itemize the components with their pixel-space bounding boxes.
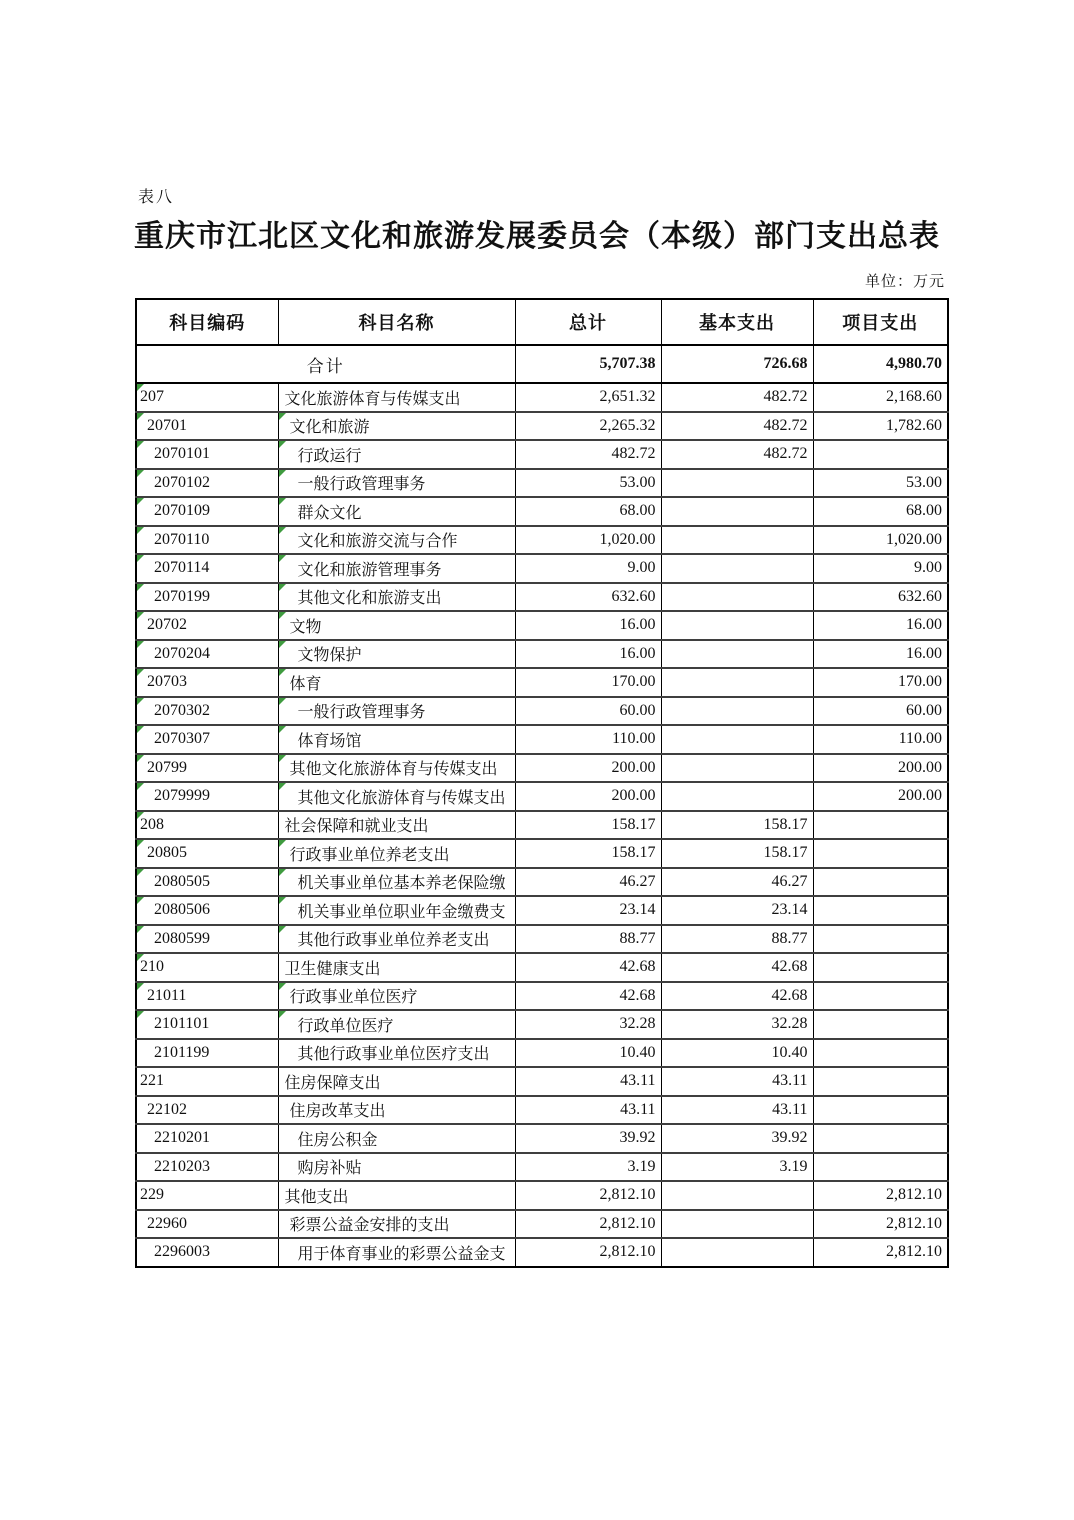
subject-name-cell: 其他行政事业单位医疗支出 (278, 1039, 515, 1068)
subject-name-cell: 购房补贴 (278, 1153, 515, 1182)
subject-name-cell: 一般行政管理事务 (278, 469, 515, 498)
total-value-cell: 632.60 (515, 583, 661, 612)
basic-expenditure-cell (661, 697, 813, 726)
total-value-cell: 10.40 (515, 1039, 661, 1068)
total-value-cell: 158.17 (515, 811, 661, 840)
subject-code-cell: 2070302 (136, 697, 278, 726)
total-value-cell: 42.68 (515, 982, 661, 1011)
basic-expenditure-cell: 42.68 (661, 953, 813, 982)
project-expenditure-cell (813, 982, 948, 1011)
excel-error-flag-icon (137, 527, 144, 534)
project-expenditure-cell (813, 1010, 948, 1039)
subject-code-cell: 2080506 (136, 896, 278, 925)
subject-name-cell: 行政运行 (278, 440, 515, 469)
subject-code-cell: 2080505 (136, 868, 278, 897)
table-row (136, 754, 948, 783)
subject-code-cell: 2070204 (136, 640, 278, 669)
table-row (136, 469, 948, 498)
table-row (136, 1067, 948, 1096)
grand-total-basic-value: 726.68 (661, 345, 813, 383)
project-expenditure-cell: 1,020.00 (813, 526, 948, 555)
project-expenditure-cell: 170.00 (813, 668, 948, 697)
subject-name-cell: 文物 (278, 611, 515, 640)
basic-expenditure-cell: 482.72 (661, 412, 813, 441)
total-value-cell: 110.00 (515, 725, 661, 754)
subject-code-cell: 2210203 (136, 1153, 278, 1182)
subject-code-cell: 2070102 (136, 469, 278, 498)
total-value-cell: 60.00 (515, 697, 661, 726)
excel-error-flag-icon (279, 698, 286, 705)
subject-name-cell: 行政事业单位医疗 (278, 982, 515, 1011)
table-body (136, 345, 948, 1267)
excel-error-flag-icon (279, 869, 286, 876)
excel-error-flag-icon (137, 413, 144, 420)
subject-name-cell: 文化和旅游交流与合作 (278, 526, 515, 555)
subject-name-cell: 行政单位医疗 (278, 1010, 515, 1039)
subject-name-cell: 卫生健康支出 (278, 953, 515, 982)
total-value-cell: 3.19 (515, 1153, 661, 1182)
table-row (136, 925, 948, 954)
basic-expenditure-cell (661, 640, 813, 669)
total-value-cell: 482.72 (515, 440, 661, 469)
project-expenditure-cell: 200.00 (813, 782, 948, 811)
subject-code-cell: 2070101 (136, 440, 278, 469)
basic-expenditure-cell: 158.17 (661, 811, 813, 840)
table-row (136, 668, 948, 697)
project-expenditure-cell: 53.00 (813, 469, 948, 498)
col-header-subject-code: 科目编码 (136, 299, 278, 345)
basic-expenditure-cell: 482.72 (661, 383, 813, 412)
subject-code-cell: 20702 (136, 611, 278, 640)
subject-code-cell: 2079999 (136, 782, 278, 811)
excel-error-flag-icon (137, 983, 144, 990)
subject-code-cell: 2210201 (136, 1124, 278, 1153)
subject-name-cell: 体育场馆 (278, 725, 515, 754)
excel-error-flag-icon (137, 869, 144, 876)
table-row (136, 1124, 948, 1153)
total-value-cell: 2,651.32 (515, 383, 661, 412)
table-row (136, 611, 948, 640)
total-value-cell: 32.28 (515, 1010, 661, 1039)
excel-error-flag-icon (279, 983, 286, 990)
excel-error-flag-icon (279, 897, 286, 904)
subject-name-cell: 文化和旅游管理事务 (278, 554, 515, 583)
subject-name-cell: 用于体育事业的彩票公益金支 (278, 1238, 515, 1267)
page-title: 重庆市江北区文化和旅游发展委员会（本级）部门支出总表 (134, 220, 940, 253)
excel-error-flag-icon (279, 498, 286, 505)
subject-name-cell: 行政事业单位养老支出 (278, 839, 515, 868)
subject-code-cell: 20799 (136, 754, 278, 783)
basic-expenditure-cell: 43.11 (661, 1067, 813, 1096)
excel-error-flag-icon (279, 441, 286, 448)
excel-error-flag-icon (279, 669, 286, 676)
excel-error-flag-icon (137, 755, 144, 762)
subject-name-cell: 彩票公益金安排的支出 (278, 1210, 515, 1239)
total-value-cell: 16.00 (515, 640, 661, 669)
subject-code-cell: 221 (136, 1067, 278, 1096)
project-expenditure-cell: 2,812.10 (813, 1181, 948, 1210)
total-value-cell: 2,812.10 (515, 1181, 661, 1210)
table-row (136, 640, 948, 669)
excel-error-flag-icon (137, 441, 144, 448)
total-value-cell: 43.11 (515, 1067, 661, 1096)
excel-error-flag-icon (137, 669, 144, 676)
table-row (136, 1010, 948, 1039)
total-value-cell: 9.00 (515, 554, 661, 583)
subject-name-cell: 其他文化和旅游支出 (278, 583, 515, 612)
excel-error-flag-icon (137, 1011, 144, 1018)
total-value-cell: 39.92 (515, 1124, 661, 1153)
subject-code-cell: 2070114 (136, 554, 278, 583)
total-value-cell: 2,812.10 (515, 1238, 661, 1267)
excel-error-flag-icon (137, 612, 144, 619)
total-value-cell: 43.11 (515, 1096, 661, 1125)
excel-error-flag-icon (279, 641, 286, 648)
project-expenditure-cell: 200.00 (813, 754, 948, 783)
project-expenditure-cell: 16.00 (813, 640, 948, 669)
subject-code-cell: 2296003 (136, 1238, 278, 1267)
subject-code-cell: 2070110 (136, 526, 278, 555)
project-expenditure-cell: 110.00 (813, 725, 948, 754)
basic-expenditure-cell: 39.92 (661, 1124, 813, 1153)
table-row (136, 697, 948, 726)
subject-name-cell: 群众文化 (278, 497, 515, 526)
basic-expenditure-cell: 158.17 (661, 839, 813, 868)
excel-error-flag-icon (137, 726, 144, 733)
excel-error-flag-icon (137, 812, 144, 819)
total-value-cell: 23.14 (515, 896, 661, 925)
subject-name-cell: 机关事业单位职业年金缴费支 (278, 896, 515, 925)
excel-error-flag-icon (279, 755, 286, 762)
basic-expenditure-cell (661, 1210, 813, 1239)
basic-expenditure-cell: 43.11 (661, 1096, 813, 1125)
project-expenditure-cell: 2,168.60 (813, 383, 948, 412)
subject-code-cell: 2070109 (136, 497, 278, 526)
excel-error-flag-icon (279, 413, 286, 420)
project-expenditure-cell: 2,812.10 (813, 1238, 948, 1267)
project-expenditure-cell: 2,812.10 (813, 1210, 948, 1239)
basic-expenditure-cell: 23.14 (661, 896, 813, 925)
subject-name-cell: 其他文化旅游体育与传媒支出 (278, 754, 515, 783)
table-row (136, 1181, 948, 1210)
table-row (136, 1039, 948, 1068)
basic-expenditure-cell (661, 725, 813, 754)
col-header-basic-expenditure: 基本支出 (661, 299, 813, 345)
total-value-cell: 158.17 (515, 839, 661, 868)
basic-expenditure-cell (661, 668, 813, 697)
excel-error-flag-icon (137, 384, 144, 391)
excel-error-flag-icon (279, 612, 286, 619)
subject-name-cell: 住房公积金 (278, 1124, 515, 1153)
excel-error-flag-icon (279, 555, 286, 562)
excel-error-flag-icon (137, 641, 144, 648)
excel-error-flag-icon (279, 527, 286, 534)
table-row (136, 412, 948, 441)
excel-error-flag-icon (137, 954, 144, 961)
basic-expenditure-cell: 88.77 (661, 925, 813, 954)
subject-name-cell: 体育 (278, 668, 515, 697)
subject-code-cell: 22960 (136, 1210, 278, 1239)
project-expenditure-cell (813, 811, 948, 840)
table-row (136, 1210, 948, 1239)
excel-error-flag-icon (279, 584, 286, 591)
subject-name-cell: 机关事业单位基本养老保险缴 (278, 868, 515, 897)
project-expenditure-cell (813, 440, 948, 469)
table-row (136, 383, 948, 412)
table-row (136, 953, 948, 982)
table-row (136, 896, 948, 925)
excel-error-flag-icon (137, 897, 144, 904)
table-row (136, 811, 948, 840)
col-header-total: 总计 (515, 299, 661, 345)
subject-code-cell: 208 (136, 811, 278, 840)
total-value-cell: 200.00 (515, 754, 661, 783)
project-expenditure-cell: 632.60 (813, 583, 948, 612)
basic-expenditure-cell (661, 554, 813, 583)
table-number-label: 表八 (138, 189, 175, 206)
basic-expenditure-cell: 10.40 (661, 1039, 813, 1068)
excel-error-flag-icon (279, 840, 286, 847)
basic-expenditure-cell (661, 469, 813, 498)
total-value-cell: 16.00 (515, 611, 661, 640)
total-value-cell: 42.68 (515, 953, 661, 982)
project-expenditure-cell (813, 839, 948, 868)
total-value-cell: 53.00 (515, 469, 661, 498)
subject-name-cell: 社会保障和就业支出 (278, 811, 515, 840)
excel-error-flag-icon (279, 783, 286, 790)
basic-expenditure-cell (661, 497, 813, 526)
project-expenditure-cell (813, 1039, 948, 1068)
subject-code-cell: 2070307 (136, 725, 278, 754)
basic-expenditure-cell: 32.28 (661, 1010, 813, 1039)
excel-error-flag-icon (279, 470, 286, 477)
subject-code-cell: 207 (136, 383, 278, 412)
excel-error-flag-icon (279, 726, 286, 733)
total-value-cell: 46.27 (515, 868, 661, 897)
subject-name-cell: 文化和旅游 (278, 412, 515, 441)
basic-expenditure-cell (661, 583, 813, 612)
table-row (136, 1238, 948, 1267)
excel-error-flag-icon (137, 840, 144, 847)
project-expenditure-cell (813, 925, 948, 954)
subject-name-cell: 住房改革支出 (278, 1096, 515, 1125)
basic-expenditure-cell: 482.72 (661, 440, 813, 469)
grand-total-label: 合计 (136, 345, 515, 383)
excel-error-flag-icon (137, 555, 144, 562)
grand-total-value: 5,707.38 (515, 345, 661, 383)
excel-error-flag-icon (137, 783, 144, 790)
grand-total-project-value: 4,980.70 (813, 345, 948, 383)
total-value-cell: 1,020.00 (515, 526, 661, 555)
project-expenditure-cell (813, 1067, 948, 1096)
table-row (136, 725, 948, 754)
basic-expenditure-cell (661, 782, 813, 811)
total-value-cell: 88.77 (515, 925, 661, 954)
unit-note: 单位：万元 (864, 274, 945, 290)
subject-name-cell: 其他文化旅游体育与传媒支出 (278, 782, 515, 811)
project-expenditure-cell: 16.00 (813, 611, 948, 640)
subject-name-cell: 一般行政管理事务 (278, 697, 515, 726)
subject-code-cell: 2101101 (136, 1010, 278, 1039)
project-expenditure-cell (813, 1153, 948, 1182)
subject-code-cell: 21011 (136, 982, 278, 1011)
table-row (136, 583, 948, 612)
grand-total-row (136, 345, 948, 383)
project-expenditure-cell (813, 868, 948, 897)
header-row (136, 299, 948, 345)
basic-expenditure-cell (661, 1181, 813, 1210)
total-value-cell: 68.00 (515, 497, 661, 526)
subject-code-cell: 229 (136, 1181, 278, 1210)
subject-code-cell: 2101199 (136, 1039, 278, 1068)
project-expenditure-cell: 1,782.60 (813, 412, 948, 441)
excel-error-flag-icon (137, 498, 144, 505)
project-expenditure-cell: 9.00 (813, 554, 948, 583)
subject-code-cell: 2080599 (136, 925, 278, 954)
basic-expenditure-cell: 42.68 (661, 982, 813, 1011)
excel-error-flag-icon (137, 698, 144, 705)
table-row (136, 1096, 948, 1125)
table-row (136, 440, 948, 469)
table-row (136, 526, 948, 555)
total-value-cell: 2,812.10 (515, 1210, 661, 1239)
total-value-cell: 2,265.32 (515, 412, 661, 441)
col-header-subject-name: 科目名称 (278, 299, 515, 345)
table-row (136, 868, 948, 897)
project-expenditure-cell (813, 1096, 948, 1125)
project-expenditure-cell: 68.00 (813, 497, 948, 526)
subject-code-cell: 20701 (136, 412, 278, 441)
project-expenditure-cell (813, 896, 948, 925)
total-value-cell: 200.00 (515, 782, 661, 811)
total-value-cell: 170.00 (515, 668, 661, 697)
subject-name-cell: 其他行政事业单位养老支出 (278, 925, 515, 954)
basic-expenditure-cell: 3.19 (661, 1153, 813, 1182)
basic-expenditure-cell (661, 611, 813, 640)
subject-code-cell: 210 (136, 953, 278, 982)
excel-error-flag-icon (279, 926, 286, 933)
table-row (136, 554, 948, 583)
basic-expenditure-cell (661, 526, 813, 555)
project-expenditure-cell (813, 1124, 948, 1153)
subject-name-cell: 其他支出 (278, 1181, 515, 1210)
excel-error-flag-icon (279, 1011, 286, 1018)
subject-name-cell: 住房保障支出 (278, 1067, 515, 1096)
basic-expenditure-cell: 46.27 (661, 868, 813, 897)
table-row (136, 782, 948, 811)
basic-expenditure-cell (661, 754, 813, 783)
subject-name-cell: 文物保护 (278, 640, 515, 669)
subject-code-cell: 20703 (136, 668, 278, 697)
project-expenditure-cell (813, 953, 948, 982)
col-header-project-expenditure: 项目支出 (813, 299, 948, 345)
subject-code-cell: 20805 (136, 839, 278, 868)
table-row (136, 1153, 948, 1182)
excel-error-flag-icon (137, 470, 144, 477)
excel-error-flag-icon (137, 584, 144, 591)
project-expenditure-cell: 60.00 (813, 697, 948, 726)
excel-error-flag-icon (137, 926, 144, 933)
table-row (136, 839, 948, 868)
table-row (136, 497, 948, 526)
subject-name-cell: 文化旅游体育与传媒支出 (278, 383, 515, 412)
subject-code-cell: 22102 (136, 1096, 278, 1125)
subject-code-cell: 2070199 (136, 583, 278, 612)
expenditure-summary-table (135, 298, 949, 1268)
table-row (136, 982, 948, 1011)
basic-expenditure-cell (661, 1238, 813, 1267)
